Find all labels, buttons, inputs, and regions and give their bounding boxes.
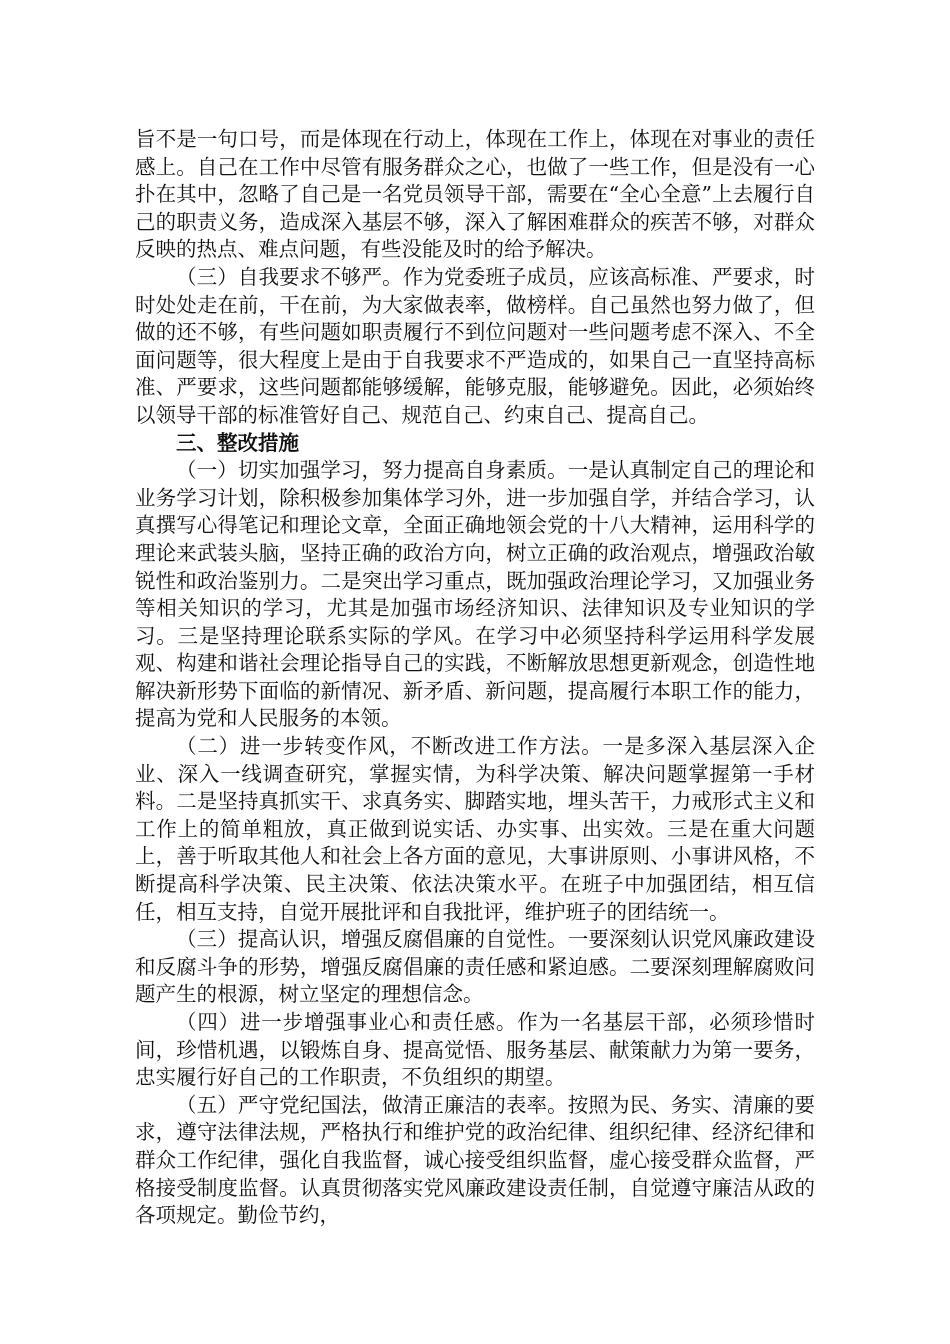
paragraph-measure-anti-corruption: （三）提高认识，增强反腐倡廉的自觉性。一要深刻认识党风廉政建设和反腐斗争的形势，增强反腐倡廉的责任感和紧迫感。二要深刻理解腐败问题产生的根源，树立坚定的理想信念。 — [135, 927, 815, 1007]
paragraph-measure-responsibility: （四）进一步增强事业心和责任感。作为一名基层干部，必须珍惜时间，珍惜机遇，以锻炼自身、提高觉悟、服务基层、献策献力为第一要务，忠实履行好自己的工作职责，不负组织的期望。 — [135, 1010, 815, 1090]
paragraph-measure-work-style: （二）进一步转变作风，不断改进工作方法。一是多深入基层深入企业、深入一线调查研究，掌握实情，为科学决策、解决问题掌握第一手材料。二是坚持真抓实干、求真务实、脚踏实地，埋头苦干，力戒形式主义和工作上的简单粗放，真正做到说实话、办实事、出实效。三是在重大问题上，善于听取其他人和社会上各方面的意见，大事讲原则、小事讲风格，不断提高科学决策、民主决策、依法决策水平。在班子中加强团结，相互信任，相互支持，自觉开展批评和自我批评，维护班子的团结统一。 — [135, 734, 815, 924]
document-page — [135, 126, 815, 1230]
paragraph-measure-study: （一）切实加强学习，努力提高自身素质。一是认真制定自己的理论和业务学习计划，除积极参加集体学习外，进一步加强自学，并结合学习，认真撰写心得笔记和理论文章，全面正确地领会党的十八大精神，运用科学的理论来武装头脑，坚持正确的政治方向，树立正确的政治观点，增强政治敏锐性和政治鉴别力。二是突出学习重点，既加强政治理论学习，又加强业务等相关知识的学习，尤其是加强市场经济知识、法律知识及专业知识的学习。三是坚持理论联系实际的学风。在学习中必须坚持科学运用科学发展观、构建和谐社会理论指导自己的实践，不断解放思想更新观念，创造性地解决新形势下面临的新情况、新矛盾、新问题，提高履行本职工作的能力，提高为党和人民服务的本领。 — [135, 458, 815, 731]
section-heading-rectification: 三、整改措施 — [176, 430, 299, 455]
paragraph-continuation: 旨不是一句口号，而是体现在行动上，体现在工作上，体现在对事业的责任感上。自己在工作中尽管有服务群众之心，也做了一些工作，但是没有一心扑在其中，忽略了自己是一名党员领导干部，需要在“全心全意”上去履行自己的职责义务，造成深入基层不够，深入了解困难群众的疾苦不够，对群众反映的热点、难点问题，有些没能及时的给予解决。 — [135, 127, 815, 262]
paragraph-self-requirement: （三）自我要求不够严。作为党委班子成员，应该高标准、严要求，时时处处走在前，干在前，为大家做表率，做榜样。自己虽然也努力做了，但做的还不够，有些问题如职责履行不到位问题对一些问题考虑不深入、不全面问题等，很大程度上是由于自我要求不严造成的，如果自己一直坚持高标准、严要求，这些问题都能够缓解，能够克服，能够避免。因此，必须始终以领导干部的标准管好自己、规范自己、约束自己、提高自己。 — [135, 264, 815, 427]
paragraph-measure-discipline: （五）严守党纪国法，做清正廉洁的表率。按照为民、务实、清廉的要求，遵守法律法规，严格执行和维护党的政治纪律、组织纪律、经济纪律和群众工作纪律，强化自我监督，诚心接受组织监督，虚心接受群众监督，严格接受制度监督。认真贯彻落实党风廉政建设责任制，自觉遵守廉洁从政的各项规定。勤俭节约， — [135, 1092, 815, 1228]
